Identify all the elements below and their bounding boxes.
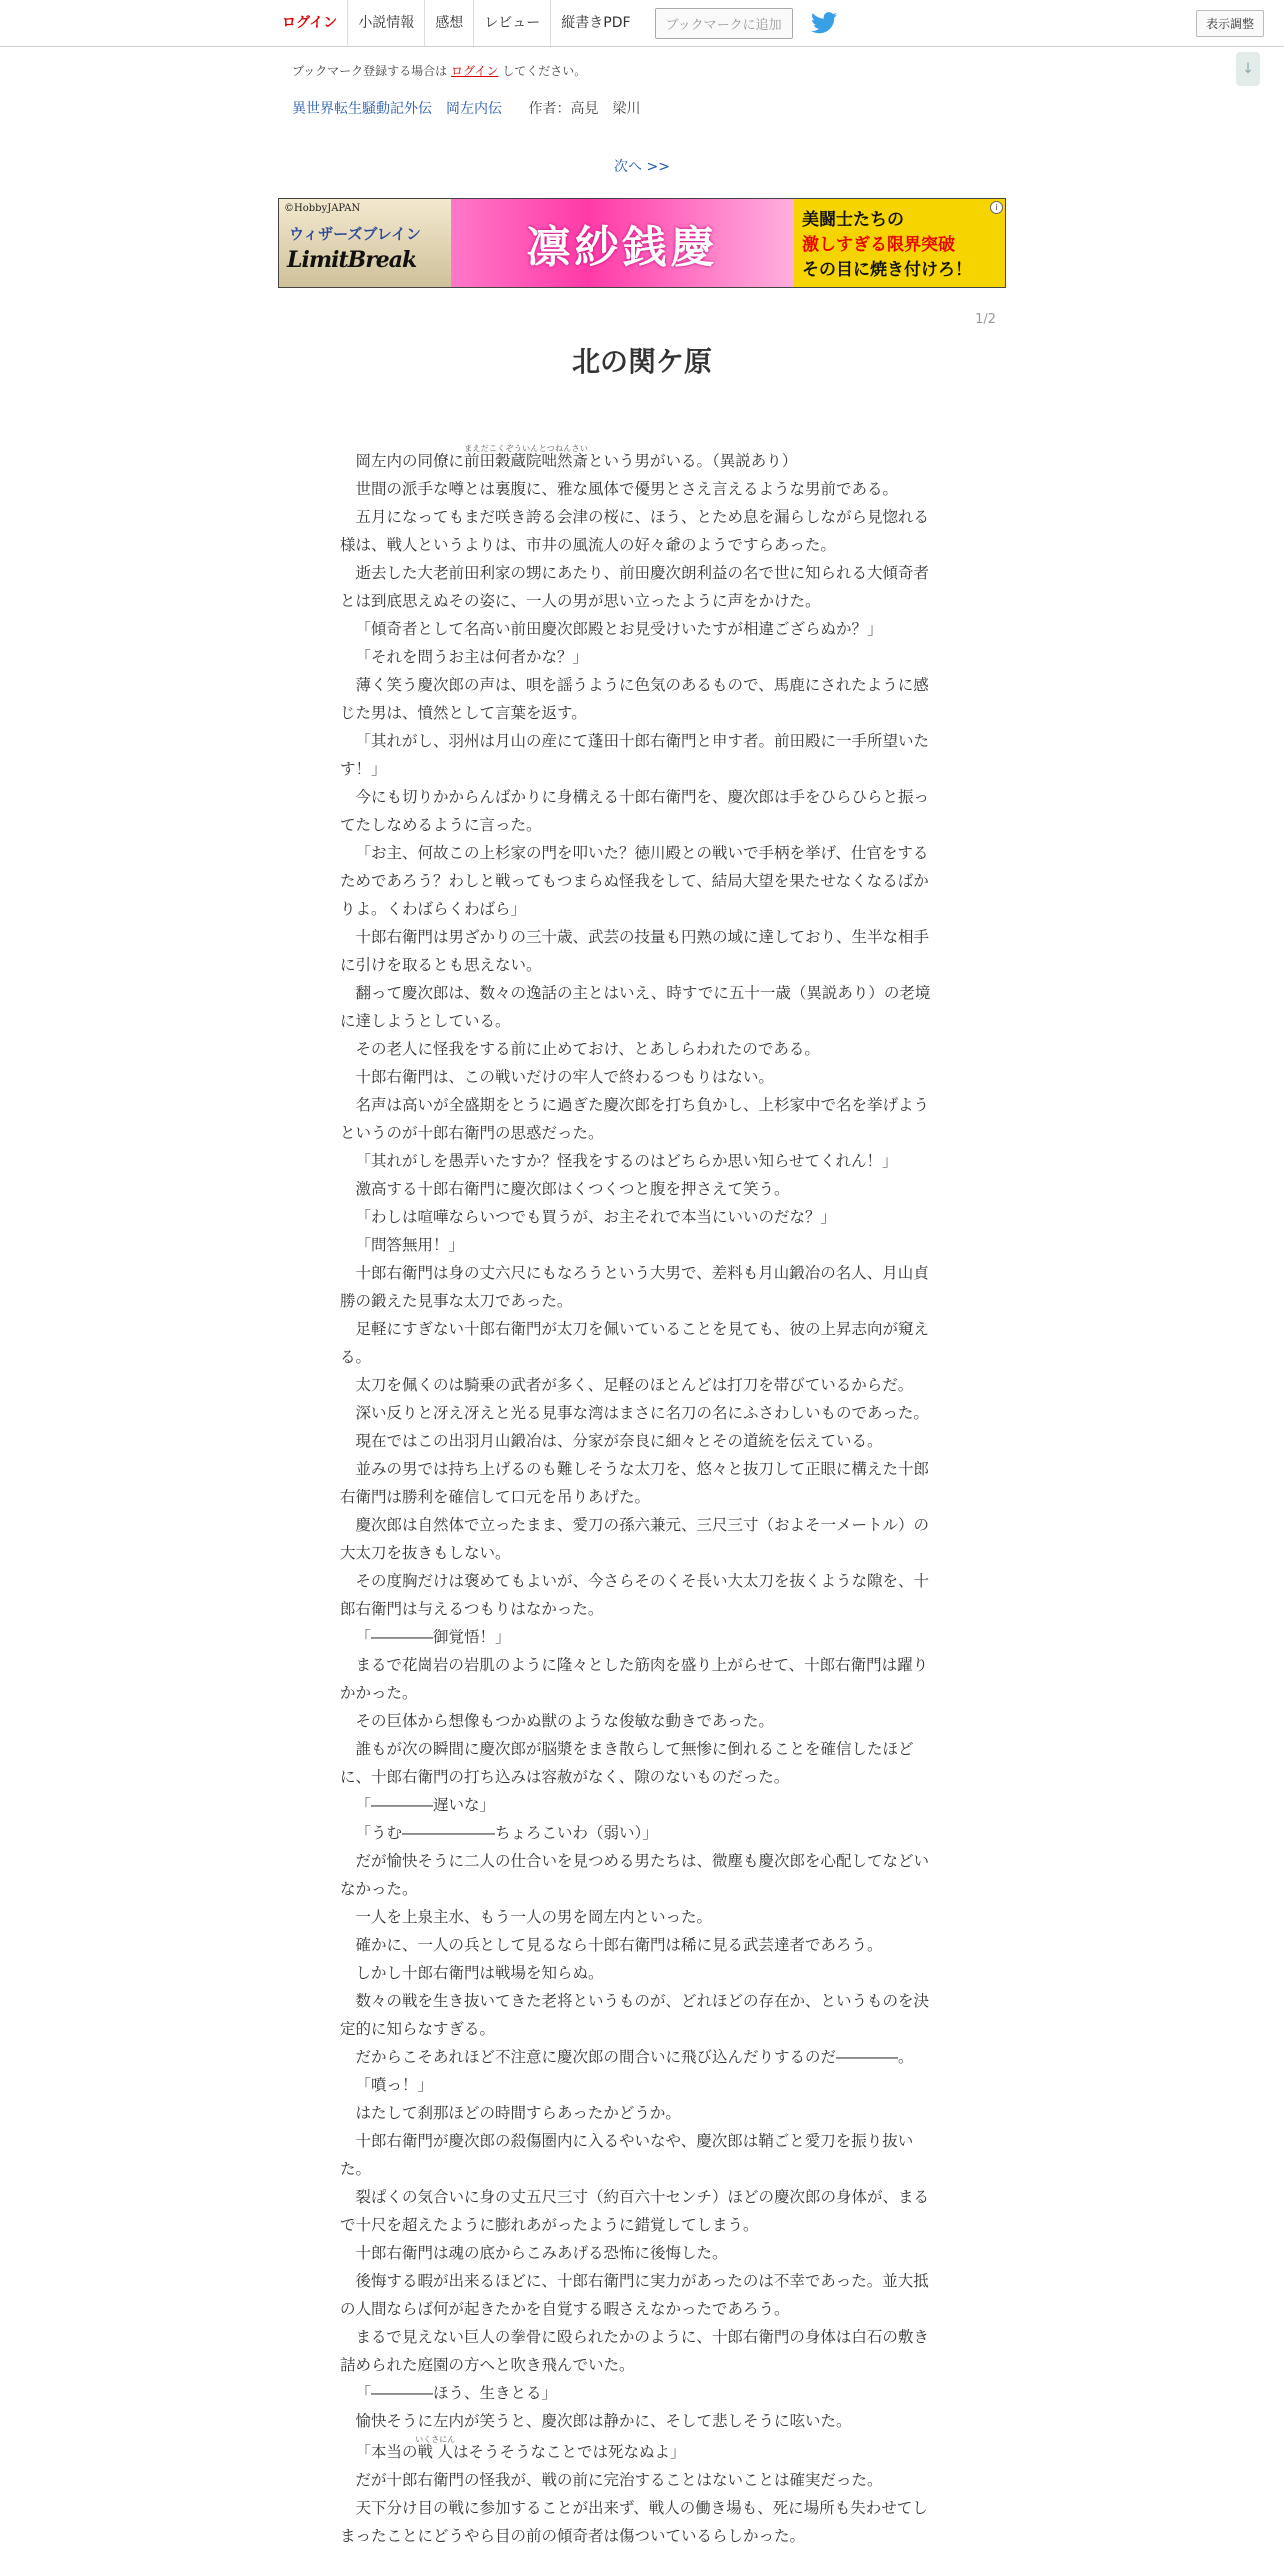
novel-paragraph: まるで見えない巨人の拳骨に殴られたかのように、十郎右衛門の身体は白石の敷き詰められた庭園の方へと吹き飛んでいた。 (340, 2328, 929, 2374)
ad-tagline-1: 美闘士たちの (802, 210, 904, 230)
ad-tagline-2: 激しすぎる限界突破 (802, 235, 955, 255)
novel-paragraph: 「問答無用！」 (355, 1236, 465, 1254)
novel-paragraph-warrior: 「本当の戦人いくさにんはそうそうなことでは死なぬよ」 (355, 2435, 686, 2461)
novel-paragraph: 確かに、一人の兵として見るなら十郎右衛門は稀に見る武芸達者であろう。 (355, 1936, 883, 1954)
novel-paragraph: 十郎右衛門は魂の底からこみあげる恐怖に後悔した。 (355, 2244, 728, 2262)
novel-paragraph: しかし十郎右衛門は戦場を知らぬ。 (355, 1964, 604, 1982)
novel-paragraph: 一人を上泉主水、もう一人の男を岡左内といった。 (355, 1908, 713, 1926)
novel-paragraph: 後悔する暇が出来るほどに、十郎右衛門に実力があったのは不幸であった。並大抵の人間ならば何が起きたかを自覚する暇さえなかったであろう。 (340, 2272, 929, 2318)
display-settings-button[interactable]: 表示調整 (1196, 10, 1264, 37)
novel-paragraphs-tail (340, 2466, 940, 2550)
nav-impressions[interactable]: 感想 (424, 0, 473, 46)
nav-vertical-pdf[interactable]: 縦書きPDF (550, 0, 640, 46)
novel-paragraph: 十郎右衛門は、この戦いだけの牢人で終わるつもりはない。 (355, 1068, 774, 1086)
novel-paragraph: 十郎右衛門は男ざかりの三十歳、武芸の技量も円熟の域に達しており、生半な相手に引けを取るとも思えない。 (340, 928, 930, 974)
ad-main-text: 凛紗銭慶 (526, 222, 719, 273)
novel-paragraph: 「うむ――――――ちょろこいわ（弱い）」 (355, 1824, 658, 1842)
novel-paragraph: 「噴っ！」 (355, 2076, 434, 2094)
nav-login[interactable]: ログイン (282, 15, 338, 31)
novel-paragraph: 慶次郎は自然体で立ったまま、愛刀の孫六兼元、三尺三寸（およそ一メートル）の大太刀を抜きもしない。 (340, 1516, 930, 1562)
ad-copyright: ©HobbyJAPAN (284, 203, 361, 214)
login-link[interactable]: ログイン (451, 64, 499, 78)
ruby-warrior: 戦人いくさにん (415, 2435, 456, 2461)
novel-paragraphs (340, 475, 940, 2435)
novel-paragraph: 現在ではこの出羽月山鍛冶は、分家が奈良に細々とその道統を伝えている。 (355, 1432, 883, 1450)
chapter-title: 北の関ケ原 (571, 345, 712, 378)
ad-tagline-panel (794, 199, 1005, 287)
novel-paragraph: 十郎右衛門が慶次郎の殺傷圏内に入るやいなや、慶次郎は鞘ごと愛刀を振り抜いた。 (340, 2132, 914, 2178)
novel-paragraph: その度胸だけは褒めてもよいが、今さらそのくそ長い大太刀を抜くような隙を、十郎右衛門は与えるつもりはなかった。 (340, 1572, 930, 1618)
ad-info-icon[interactable]: i (990, 201, 1003, 214)
novel-paragraph: 「其れがし、羽州は月山の産にて蓬田十郎右衛門と申す者。前田殿に一手所望いたす！」 (340, 732, 930, 778)
novel-paragraph: 深い反りと冴え冴えと光る見事な湾はまさに名刀の名にふさわしいものであった。 (355, 1404, 929, 1422)
novel-paragraph: だが愉快そうに二人の仕合いを見つめる男たちは、微塵も慶次郎を心配してなどいなかった。 (340, 1852, 930, 1898)
novel-paragraph: 「お主、何故この上杉家の門を叩いた？徳川殿との戦いで手柄を挙げ、仕官をするためであろう？わしと戦ってもつまらぬ怪我をして、結局大望を果たせなくなるばかりよ。くわばらくわばら」 (340, 844, 929, 918)
novel-paragraph-first: 岡左内の同僚に前田穀蔵院咄然斎まえだこくぞういんとつねんさいという男がいる。（異説あり） (355, 444, 798, 470)
novel-paragraph: 五月になってもまだ咲き誇る会津の桜に、ほう、とため息を漏らしながら見惚れる様は、戦人というよりは、市井の風流人の好々爺のようですらあった。 (340, 508, 930, 554)
novel-paragraph: 十郎右衛門は身の丈六尺にもなろうという大男で、差料も月山鍛冶の名人、月山貞勝の鍛えた見事な太刀であった。 (340, 1264, 929, 1310)
ruby-name: 前田穀蔵院咄然斎まえだこくぞういんとつねんさい (464, 444, 589, 470)
series-title-link[interactable]: 異世界転生騒動記外伝 岡左内伝 (292, 101, 502, 117)
novel-paragraph: 世間の派手な噂とは裏腹に、雅な風体で優男とさえ言えるような男前である。 (355, 480, 899, 498)
top-navigation-bar (0, 0, 1284, 47)
novel-paragraph: 今にも切りかからんばかりに身構える十郎右衛門を、慶次郎は手をひらひらと振ってたしなめるように言った。 (340, 788, 930, 834)
novel-body (340, 444, 940, 2550)
novel-paragraph: 「わしは喧嘩ならいつでも買うが、お主それで本当にいいのだな？」 (355, 1208, 837, 1226)
ad-main-art (451, 199, 794, 287)
novel-paragraph: 「それを問うお主は何者かな？」 (355, 648, 589, 666)
add-bookmark-button[interactable]: ブックマークに追加 (655, 8, 793, 39)
novel-paragraph: その巨体から想像もつかぬ獣のような俊敏な動きであった。 (355, 1712, 774, 1730)
novel-paragraph: 翻って慶次郎は、数々の逸話の主とはいえ、時すでに五十一歳（異説あり）の老境に達しようとしている。 (340, 984, 931, 1030)
novel-paragraph: 薄く笑う慶次郎の声は、唄を謡うように色気のあるもので、馬鹿にされたように感じた男は、憤然として言葉を返す。 (340, 676, 929, 722)
bookmark-login-note: ブックマーク登録する場合は ログイン してください。 (292, 64, 587, 78)
novel-paragraph: 愉快そうに左内が笑うと、慶次郎は静かに、そして悲しそうに呟いた。 (355, 2412, 852, 2430)
nav-review[interactable]: レビュー (473, 0, 550, 46)
novel-paragraph: 「其れがしを愚弄いたすか？怪我をするのはどちらか思い知らせてくれん！」 (355, 1152, 898, 1170)
ad-game-title-jp: ウィザーズブレイン (289, 225, 422, 243)
novel-paragraph: 誰もが次の瞬間に慶次郎が脳漿をまき散らして無惨に倒れることを確信したほどに、十郎右衛門の打ち込みは容赦がなく、隙のないものだった。 (340, 1740, 914, 1786)
next-page-nav (0, 156, 1284, 176)
novel-paragraph: だが十郎右衛門の怪我が、戦の前に完治することはないことは確実だった。 (355, 2471, 883, 2489)
scroll-down-icon[interactable]: ↓ (1236, 52, 1260, 86)
ad-tagline-3: その目に焼き付けろ！ (802, 260, 972, 280)
novel-paragraph: だからこそあれほど不注意に慶次郎の間合いに飛び込んだりするのだ――――。 (355, 2048, 914, 2066)
ad-game-logo: LimitBreak (287, 247, 417, 273)
novel-paragraph: 足軽にすぎない十郎右衛門が太刀を佩いていることを見ても、彼の上昇志向が窺える。 (340, 1320, 930, 1366)
twitter-icon[interactable] (811, 12, 837, 34)
author-name: 作者：高見 梁川 (528, 101, 641, 117)
nav-menu (272, 0, 837, 46)
novel-paragraph: 「――――御覚悟！」 (355, 1628, 511, 1646)
novel-paragraph: 逝去した大老前田利家の甥にあたり、前田慶次朗利益の名で世に知られる大傾奇者とは到底思えぬその姿に、一人の男が思い立ったように声をかけた。 (340, 564, 930, 610)
novel-paragraph: 太刀を佩くのは騎乗の武者が多く、足軽のほとんどは打刀を帯びているからだ。 (355, 1376, 914, 1394)
novel-paragraph: まるで花崗岩の岩肌のように隆々とした筋肉を盛り上がらせて、十郎右衛門は躍りかかった。 (340, 1656, 929, 1702)
nav-novel-info[interactable]: 小説情報 (347, 0, 424, 46)
next-page-link[interactable]: 次へ >> (614, 159, 670, 175)
novel-paragraph: 数々の戦を生き抜いてきた老将というものが、どれほどの存在か、というものを決定的に知らなすぎる。 (340, 1992, 930, 2038)
advertisement-banner[interactable] (278, 198, 1006, 288)
series-info (292, 98, 640, 118)
novel-paragraph: 激高する十郎右衛門に慶次郎はくつくつと腹を押さえて笑う。 (355, 1180, 790, 1198)
novel-paragraph: 「――――遅いな」 (355, 1796, 496, 1814)
novel-paragraph: 天下分け目の戦に参加することが出来ず、戦人の働き場も、死に場所も失わせてしまったことにどうやら目の前の傾奇者は傷ついているらしかった。 (340, 2499, 928, 2545)
page-counter: 1/2 (975, 312, 996, 327)
novel-paragraph: 裂ぱくの気合いに身の丈五尺三寸（約百六十センチ）ほどの慶次郎の身体が、まるで十尺を超えたように膨れあがったように錯覚してしまう。 (340, 2188, 930, 2234)
novel-paragraph: 「――――ほう、生きとる」 (355, 2384, 558, 2402)
ad-logo-panel (279, 199, 451, 287)
novel-paragraph: 「傾奇者として名高い前田慶次郎殿とお見受けいたすが相違ござらぬか？」 (355, 620, 883, 638)
novel-paragraph: はたして刹那ほどの時間すらあったかどうか。 (355, 2104, 681, 2122)
novel-paragraph: 名声は高いが全盛期をとうに過ぎた慶次郎を打ち負かし、上杉家中で名を挙げようというのが十郎右衛門の思惑だった。 (340, 1096, 930, 1142)
novel-paragraph: 並みの男では持ち上げるのも難しそうな太刀を、悠々と抜刀して正眼に構えた十郎右衛門は勝利を確信して口元を吊りあげた。 (340, 1460, 930, 1506)
novel-paragraph: その老人に怪我をする前に止めておけ、とあしらわれたのである。 (355, 1040, 820, 1058)
